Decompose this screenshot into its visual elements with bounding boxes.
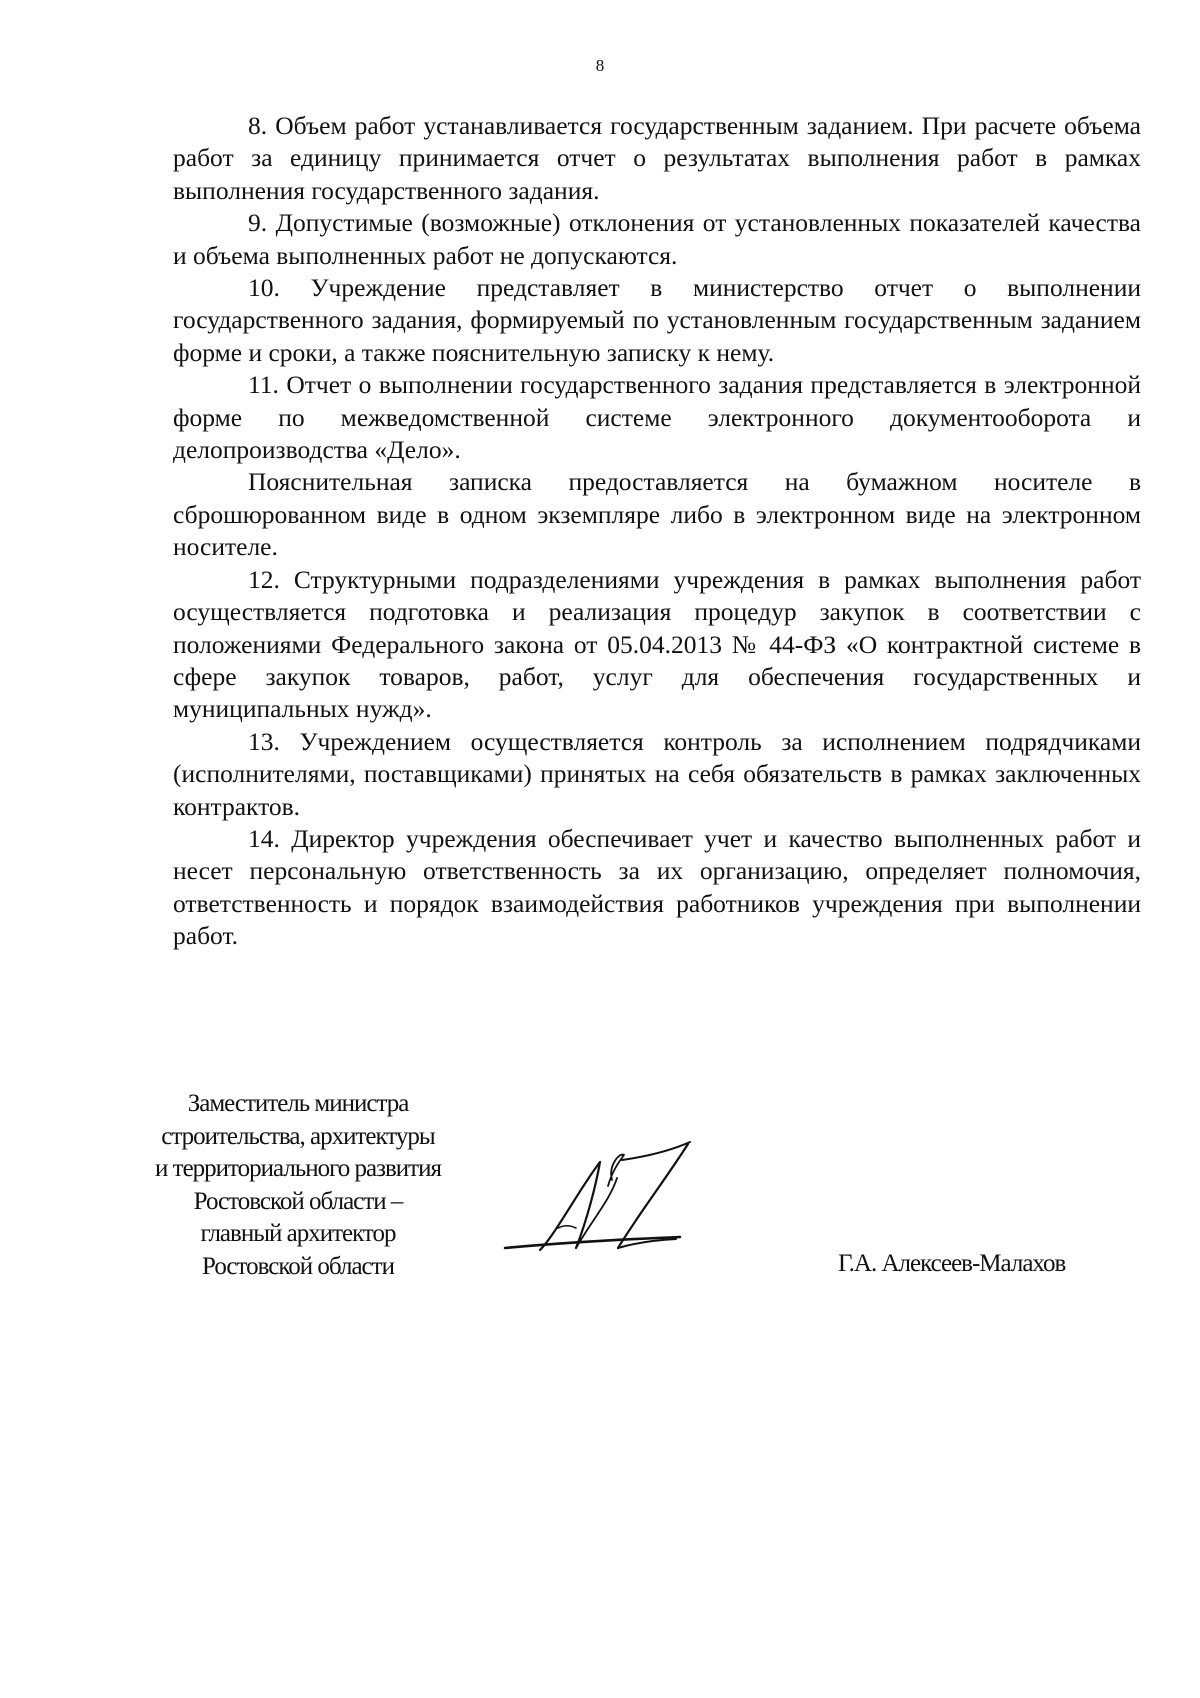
signatory-title-line: строительства, архитектуры <box>161 1122 435 1150</box>
page-number: 8 <box>595 56 605 75</box>
paragraph-explanatory-note: Пояснительная записка предоставляется на бумажном носителе в сброшюрованном виде в одном экземпляре либо в электронном виде на электронном носителе. <box>173 467 1141 562</box>
signatory-title-line: Заместитель министра <box>187 1090 409 1117</box>
document-body <box>173 110 1141 953</box>
signatory-name: Г.А. Алексеев-Малахов <box>838 1250 1066 1277</box>
signatory-title-line: главный архитектор <box>200 1220 396 1247</box>
signatory-title-line: Ростовской области – <box>193 1187 403 1215</box>
signatory-title <box>128 1088 468 1283</box>
paragraph-item-8: 8. Объем работ устанавливается государственным заданием. При расчете объема работ за единицу принимается отчет о результатах выполнения работ в рамках выполнения государственного задания. <box>173 111 1141 205</box>
paragraph-item-13: 13. Учреждением осуществляется контроль за исполнением подрядчиками (исполнителями, поставщиками) принятых на себя обязательств в рамках заключенных контрактов. <box>173 726 1141 821</box>
handwritten-signature <box>500 1130 720 1270</box>
paragraph-item-14: 14. Директор учреждения обеспечивает учет и качество выполненных работ и несет персональную ответственность за их организацию, определяет полномочия, ответственность и порядок взаимодействия работников учреждения при выполнении работ. <box>173 823 1141 951</box>
paragraph-item-10: 10. Учреждение представляет в министерство отчет о выполнении государственного задания, формируемый по установленным государственным заданием форме и сроки, а также пояснительную записку к нему. <box>173 273 1141 367</box>
signatory-title-line: Ростовской области <box>202 1252 394 1280</box>
signatory-title-line: и территориального развития <box>155 1155 441 1182</box>
paragraph-item-12: 12. Структурными подразделениями учреждения в рамках выполнения работ осуществляется подготовка и реализация процедур закупок в соответствии с положениями Федерального закона от 05.04.2013 № 44-ФЗ «О контрактной системе в сфере закупок товаров, работ, услуг для обеспечения государственных и муниципальных нужд». <box>173 564 1141 724</box>
paragraph-item-9: 9. Допустимые (возможные) отклонения от установленных показателей качества и объема выполненных работ не допускаются. <box>173 208 1141 270</box>
paragraph-item-11: 11. Отчет о выполнении государственного задания представляется в электронной форме по межведомственной системе электронного документооборота и делопроизводства «Дело». <box>173 370 1141 465</box>
